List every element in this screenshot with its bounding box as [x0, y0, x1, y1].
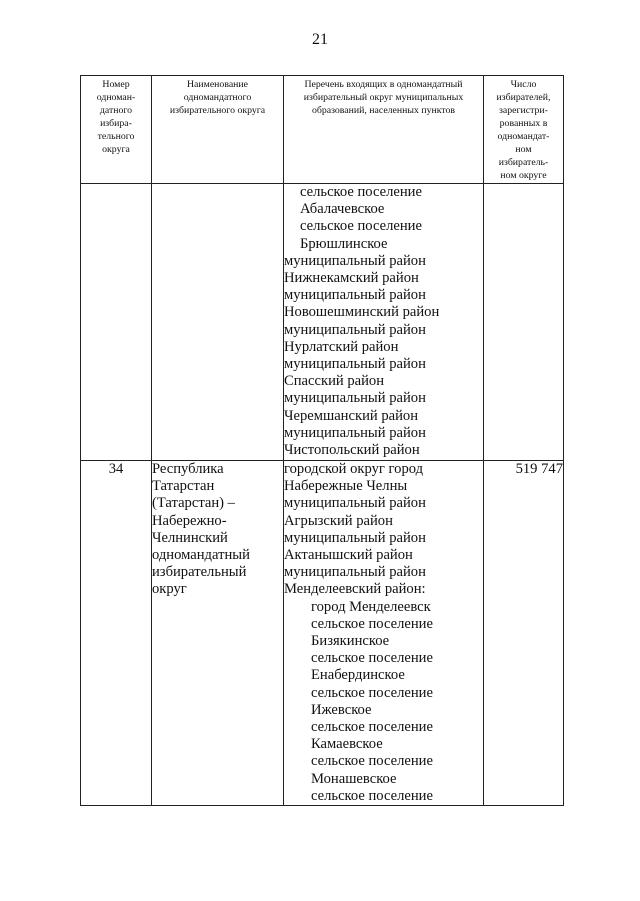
- district-name-line: Набережно-: [152, 512, 227, 529]
- municipality-line: Абалачевское: [300, 201, 385, 218]
- municipality-line: Бизякинское: [311, 633, 390, 650]
- table-row: [81, 184, 564, 461]
- page-number: 21: [312, 31, 328, 48]
- municipality-line: Менделеевский район:: [284, 581, 426, 598]
- municipality-line: сельское поселение: [311, 753, 433, 770]
- municipalities-list-cell: [284, 461, 484, 806]
- district-number-cell: [81, 184, 152, 461]
- municipality-line: город Менделеевск: [311, 598, 431, 615]
- district-name-line: одномандатный: [152, 547, 250, 564]
- header-line: рованных в: [499, 118, 548, 129]
- municipality-line: Агрызский район: [284, 512, 393, 529]
- header-line: одномандатного: [183, 92, 252, 103]
- municipality-line: Ижевское: [311, 701, 372, 718]
- header-line: избирателей,: [496, 92, 551, 103]
- municipality-line: муниципальный район: [284, 424, 426, 441]
- municipality-line: сельское поселение: [300, 184, 422, 200]
- voter-count-cell: [484, 184, 564, 461]
- municipality-line: сельское поселение: [300, 218, 422, 235]
- districts-table: [80, 75, 564, 806]
- municipality-line: Монашевское: [311, 770, 397, 787]
- header-voter-count: [484, 76, 564, 184]
- municipality-line: муниципальный район: [284, 287, 426, 304]
- district-name-cell: [152, 461, 284, 806]
- district-name-line: Челнинский: [152, 529, 228, 546]
- municipality-line: Черемшанский район: [284, 407, 419, 424]
- municipality-line: Нурлатский район: [284, 338, 399, 355]
- header-line: ном округе: [500, 170, 547, 181]
- municipality-line: сельское поселение: [311, 684, 433, 701]
- header-line: Число: [510, 79, 537, 90]
- municipality-line: Камаевское: [311, 736, 383, 753]
- header-line: Наименование: [186, 79, 249, 90]
- municipalities-list-cell: [284, 184, 484, 461]
- header-line: округа: [102, 144, 130, 155]
- municipality-line: муниципальный район: [284, 390, 426, 407]
- municipality-line: муниципальный район: [284, 252, 426, 269]
- header-district-number: [81, 76, 152, 184]
- municipality-line: Спасский район: [284, 373, 385, 390]
- header-line: избирательного округа: [169, 105, 266, 116]
- municipality-line: Новошешминский район: [284, 304, 440, 321]
- header-line: зарегистри-: [499, 105, 548, 116]
- table-row: [81, 461, 564, 806]
- district-name-line: округ: [152, 581, 187, 598]
- voter-count-cell: 519 747: [484, 461, 564, 806]
- municipality-line: Актанышский район: [284, 547, 413, 564]
- district-name-line: избирательный: [152, 564, 247, 581]
- header-municipalities-list: [284, 76, 484, 184]
- header-line: избиратель-: [498, 157, 549, 168]
- municipality-line: муниципальный район: [284, 495, 426, 512]
- header-line: одномандат-: [497, 131, 550, 142]
- district-name-line: Татарстан: [152, 478, 215, 495]
- district-name-cell: [152, 184, 284, 461]
- municipality-line: муниципальный район: [284, 564, 426, 581]
- municipality-line: Чистопольский район: [284, 442, 420, 459]
- header-line: датного: [99, 105, 133, 116]
- header-line: одноман-: [96, 92, 136, 103]
- municipality-line: Набережные Челны: [284, 478, 408, 495]
- district-name-line: (Татарстан) –: [152, 495, 235, 512]
- municipality-line: муниципальный район: [284, 356, 426, 373]
- table-header-row: [81, 76, 564, 184]
- municipality-line: муниципальный район: [284, 321, 426, 338]
- header-line: Номер: [102, 79, 130, 90]
- district-name-line: Республика: [152, 461, 224, 477]
- header-line: Перечень входящих в одномандатный: [304, 79, 463, 90]
- municipality-line: сельское поселение: [311, 719, 433, 736]
- header-line: избирательный округ муниципальных: [303, 92, 464, 103]
- municipality-line: Енабердинское: [311, 667, 405, 684]
- municipality-line: сельское поселение: [311, 650, 433, 667]
- header-line: тельного: [97, 131, 135, 142]
- header-district-name: [152, 76, 284, 184]
- municipality-line: сельское поселение: [311, 787, 433, 804]
- municipality-line: Брюшлинское: [300, 235, 388, 252]
- district-number-cell: 34: [81, 461, 152, 806]
- municipality-line: Нижнекамский район: [284, 270, 419, 287]
- municipality-line: муниципальный район: [284, 529, 426, 546]
- municipality-line: сельское поселение: [311, 615, 433, 632]
- header-line: образований, населенных пунктов: [311, 105, 456, 116]
- municipality-line: городской округ город: [284, 461, 424, 477]
- header-line: избира-: [100, 118, 132, 129]
- header-line: ном: [515, 144, 532, 155]
